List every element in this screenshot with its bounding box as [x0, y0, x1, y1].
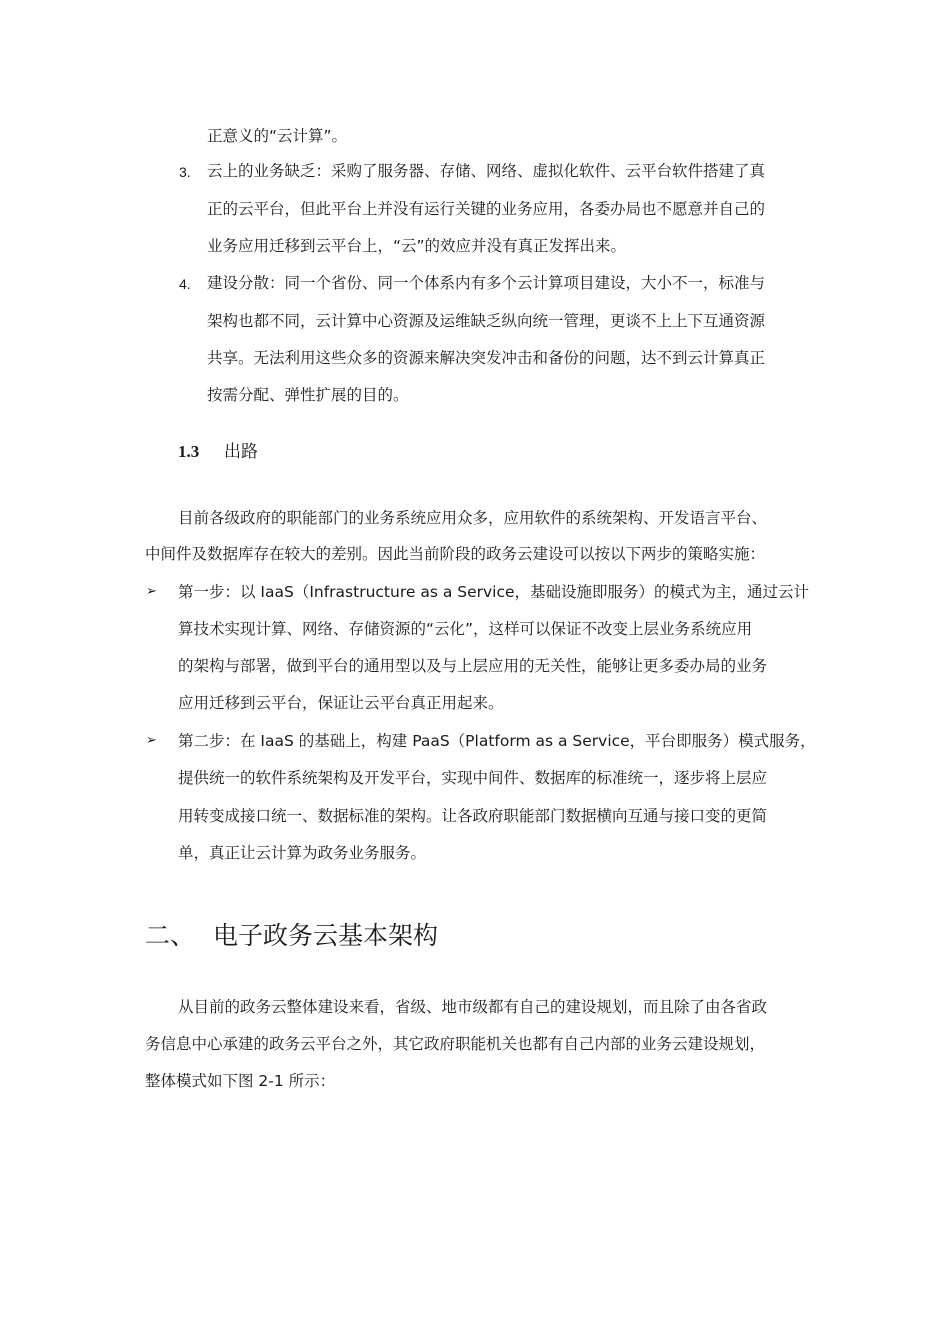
bullet-line: 应用迁移到云平台，保证让云平台真正用起来。 — [178, 694, 504, 712]
item4-line: 建设分散：同一个省份、同一个体系内有多个云计算项目建设，大小不一，标准与 — [207, 274, 766, 292]
bullet-line: 提供统一的软件系统架构及开发平台，实现中间件、数据库的标准统一，逐步将上层应 — [178, 769, 768, 787]
bullet-line: 的架构与部署，做到平台的通用型以及与上层应用的无关性，能够让更多委办局的业务 — [178, 657, 768, 675]
bullet-line: 单，真正让云计算为政务业务服务。 — [178, 844, 427, 862]
chapter-title: 电子政务云基本架构 — [213, 921, 439, 950]
paragraph-line: 中间件及数据库存在较大的差别。因此当前阶段的政务云建设可以按以下两步的策略实施： — [145, 545, 766, 563]
paragraph-line: 目前各级政府的职能部门的业务系统应用众多，应用软件的系统架构、开发语言平台、 — [178, 509, 768, 527]
paragraph-line: 从目前的政务云整体建设来看，省级、地市级都有自己的建设规划，而且除了由各省政 — [178, 998, 768, 1016]
bullet-line: 用转变成接口统一、数据标准的架构。让各政府职能部门数据横向互通与接口变的更简 — [178, 807, 768, 825]
item4-line: 架构也都不同，云计算中心资源及运维缺乏纵向统一管理，更谈不上上下互通资源 — [207, 312, 766, 330]
chapter-number: 二、 — [145, 921, 196, 950]
item4-line: 共享。无法利用这些众多的资源来解决突发冲击和备份的问题，达不到云计算真正 — [207, 349, 766, 367]
list-number: 4. — [179, 276, 191, 292]
item3-line: 正的云平台，但此平台上并没有运行关键的业务应用，各委办局也不愿意并自己的 — [207, 200, 766, 218]
arrow-bullet-icon: ➢ — [146, 584, 157, 599]
item3-line: 业务应用迁移到云平台上，“云”的效应并没有真正发挥出来。 — [207, 237, 627, 255]
paragraph-line: 整体模式如下图 2-1 所示： — [145, 1072, 336, 1090]
item4-line: 按需分配、弹性扩展的目的。 — [207, 386, 409, 404]
bullet-line: 算技术实现计算、网络、存储资源的“云化”，这样可以保证不改变上层业务系统应用 — [178, 620, 753, 638]
section-number: 1.3 — [178, 442, 200, 461]
arrow-bullet-icon: ➢ — [146, 733, 157, 748]
item3-line: 云上的业务缺乏：采购了服务器、存储、网络、虚拟化软件、云平台软件搭建了真 — [207, 162, 766, 180]
list-number: 3. — [179, 164, 191, 180]
paragraph-line: 务信息中心承建的政务云平台之外，其它政府职能机关也都有自己内部的业务云建设规划， — [145, 1035, 766, 1053]
section-title: 出路 — [224, 442, 258, 462]
bullet-line: 第二步：在 IaaS 的基础上，构建 PaaS（Platform as a Service，平台即服务）模式服务， — [178, 732, 816, 750]
bullet-line: 第一步：以 IaaS（Infrastructure as a Service，基础设施即服务）的模式为主，通过云计 — [178, 583, 810, 601]
item2-tail: 正意义的“云计算”。 — [207, 127, 348, 145]
